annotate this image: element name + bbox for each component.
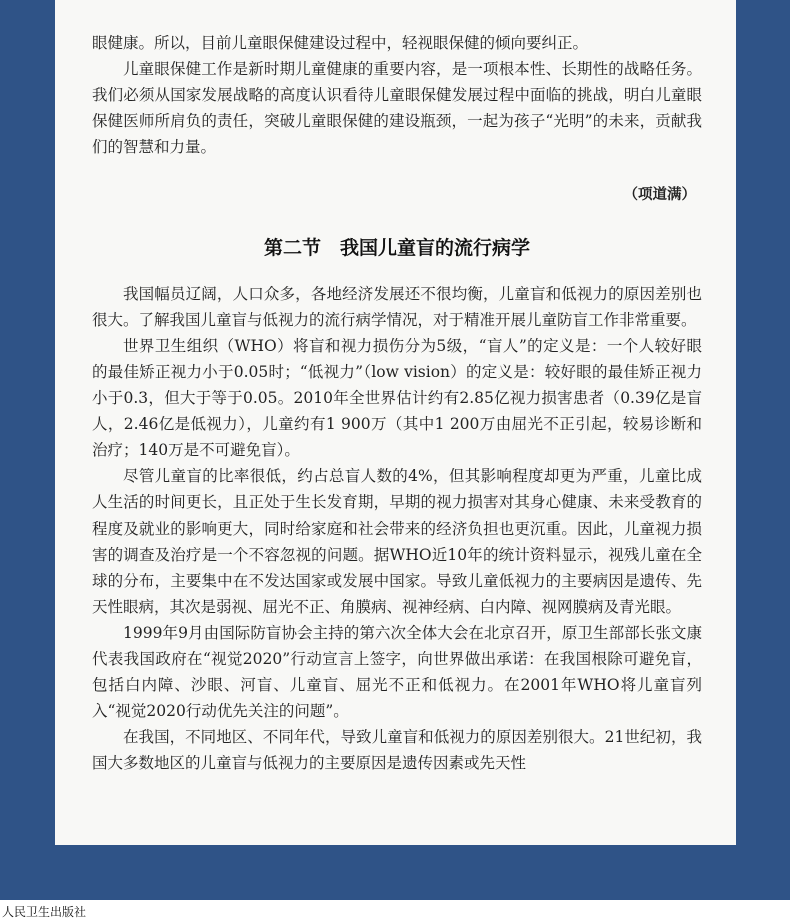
section-title: 第二节 我国儿童盲的流行病学 — [263, 236, 530, 259]
paragraph: 世界卫生组织（WHO）将盲和视力损伤分为5级，“盲人”的定义是：一个人较好眼的最佳矫正视力小于0.05时；“低视力”（low vision）的定义是：较好眼的最佳矫正视力小于0.3，但大于等于0.05。2010年全世界估计约有2.85亿视力损害患者（0.39亿是盲人，2.46亿是低视力），儿童约有1 900万（其中1 200万由屈光不正引起，较易诊断和治疗；140万是不可避免盲）。 — [92, 336, 702, 460]
paragraph: 在我国，不同地区、不同年代，导致儿童盲和低视力的原因差别很大。21世纪初，我国大多数地区的儿童盲与低视力的主要原因是遗传因素或先天性 — [92, 728, 702, 773]
publisher-caption: 人民卫生出版社 — [2, 905, 87, 919]
book-page — [55, 0, 736, 845]
paragraph: 儿童眼保健工作是新时期儿童健康的重要内容，是一项根本性、长期性的战略任务。我们必须从国家发展战略的高度认识看待儿童眼保健发展过程中面临的挑战，明白儿童眼保健医师所肩负的责任，突破儿童眼保健的建设瓶颈，一起为孩子“光明”的未来，贡献我们的智慧和力量。 — [92, 60, 702, 157]
paragraph: 我国幅员辽阔，人口众多，各地经济发展还不很均衡，儿童盲和低视力的原因差别也很大。了解我国儿童盲与低视力的流行病学情况，对于精准开展儿童防盲工作非常重要。 — [92, 284, 702, 329]
paragraph: 尽管儿童盲的比率很低，约占总盲人数的4%，但其影响程度却更为严重，儿童比成人生活的时间更长，且正处于生长发育期，早期的视力损害对其身心健康、未来受教育的程度及就业的影响更大，同时给家庭和社会带来的经济负担也更沉重。因此，儿童视力损害的调查及治疗是一个不容忽视的问题。据WHO近10年的统计资料显示，视残儿童在全球的分布，主要集中在不发达国家或发展中国家。导致儿童低视力的主要病因是遗传、先天性眼病，其次是弱视、屈光不正、角膜病、视神经病、白内障、视网膜病及青光眼。 — [92, 467, 702, 616]
paragraph: 1999年9月由国际防盲协会主持的第六次全体大会在北京召开，原卫生部部长张文康代表我国政府在“视觉2020”行动宣言上签字，向世界做出承诺：在我国根除可避免盲，包括白内障、沙眼、河盲、儿童盲、屈光不正和低视力。在2001年WHO将儿童盲列入“视觉2020行动优先关注的问题”。 — [92, 623, 702, 721]
author-credit: （项道满） — [623, 187, 696, 204]
paragraph: 眼健康。所以，目前儿童眼保健建设过程中，轻视眼保健的倾向要纠正。 — [92, 34, 589, 52]
page-content — [92, 30, 702, 776]
